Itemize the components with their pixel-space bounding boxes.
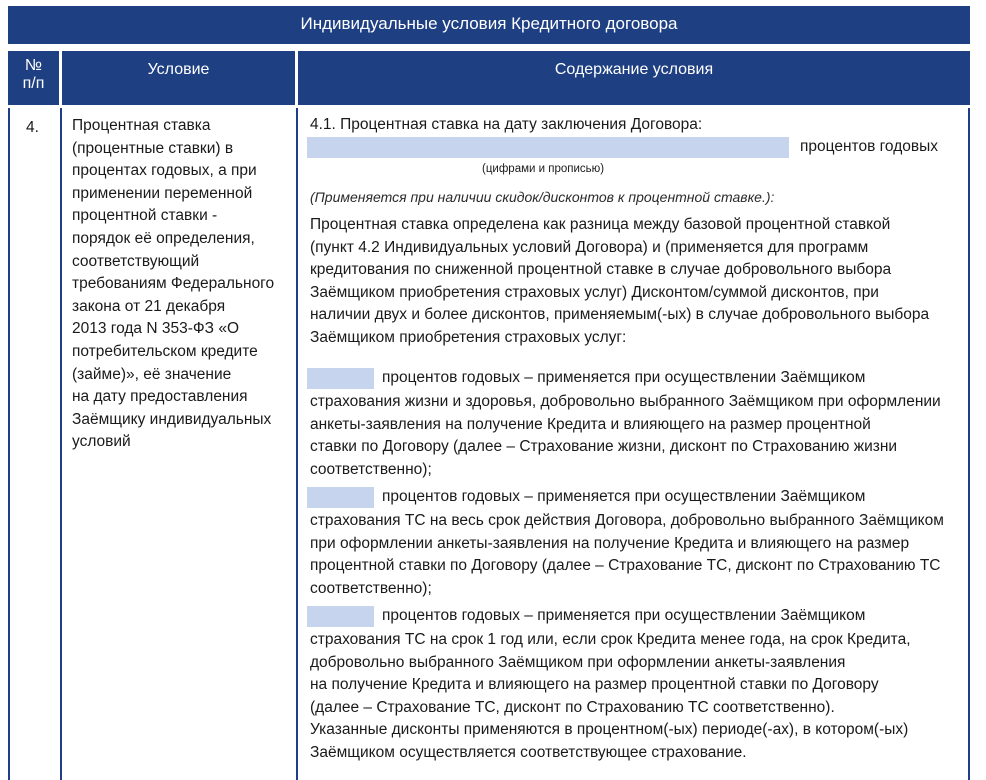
condition-line: Процентная ставка [72,117,211,134]
discount-vehicle-year-input[interactable] [307,606,374,627]
discount-line: ставки по Договору (далее – Страхование жизни, дисконт по Страхованию жизни [310,438,898,456]
condition-line: Заёмщику индивидуальных [72,410,272,428]
column-divider [968,108,970,780]
condition-line: процентах годовых, а при [72,162,257,180]
rate-hint: (цифрами и прописью) [482,163,605,175]
column-divider [8,108,10,780]
discount-vehicle-full-input[interactable] [307,487,374,508]
condition-line: порядок её определения, [72,229,255,247]
condition-line: потребительском кредите [72,342,258,360]
discount-line: страхования жизни и здоровья, добровольно выбранного Заёмщиком при оформлении [310,393,941,410]
header-condition: Условие [62,51,295,105]
discount-line: (далее – Страхование ТС, дисконт по Страхованию ТС соответственно). [310,698,835,716]
discount-vehicle-full-first-line: процентов годовых – применяется при осуществлении Заёмщиком [382,488,866,505]
discount-line: процентной ставки по Договору (далее – Страхование ТС, дисконт по Страхованию ТС [310,557,941,575]
discount-life-input[interactable] [307,368,374,389]
intro-line: Заёмщиком приобретения страховых услуг: [310,328,627,346]
condition-line: 2013 года N 353-ФЗ «О [72,320,240,338]
header-number-line2: п/п [22,75,45,92]
intro-line: (пункт 4.2 Индивидуальных условий Договора) и (применяется для программ [310,238,869,256]
discount-line: соответственно); [310,579,432,597]
header-number [8,51,59,105]
item-title: 4.1. Процентная ставка на дату заключения Договора: [310,116,703,133]
discount-vehicle-year-first-line: процентов годовых – применяется при осуществлении Заёмщиком [382,607,866,624]
table-title: Индивидуальные условия Кредитного договора [8,6,970,44]
discount-line: страхования ТС на срок 1 год или, если срок Кредита менее года, на срок Кредита, [310,631,911,648]
column-divider [296,108,298,780]
condition-line: (займе)», её значение [72,365,232,383]
condition-line: применении переменной [72,184,253,202]
condition-line: соответствующий [72,252,200,270]
header-content: Содержание условия [298,51,970,105]
discount-life-paragraph [310,391,941,481]
discount-line: на получение Кредита и влияющего на размер процентной ставки по Договору [310,676,879,694]
row-number: 4. [26,119,39,136]
discount-line: соответственно); [310,460,432,478]
condition-line: закона от 21 декабря [72,297,226,315]
intro-paragraph [310,214,929,350]
condition-text [72,115,274,454]
condition-line: процентной ставки - [72,207,218,225]
discount-line: анкеты-заявления на получение Кредита и влияющего на размер процентной [310,415,871,433]
condition-line: (процентные ставки) в [72,139,234,157]
header-number-line1: № [24,57,43,74]
discount-vehicle-full-paragraph [310,510,944,600]
intro-line: наличии двух и более дисконтов, применяемым(-ых) в случае добровольного выбора [310,306,930,324]
discount-life-first-line: процентов годовых – применяется при осуществлении Заёмщиком [382,369,866,386]
discount-line: добровольно выбранного Заёмщиком при оформлении анкеты-заявления [310,653,846,671]
discount-line: страхования ТС на весь срок действия Договора, добровольно выбранного Заёмщиком [310,512,944,529]
intro-line: Заёмщиком приобретения страховых услуг) Дисконтом/суммой дисконтов, при [310,283,879,301]
column-divider [60,108,62,780]
discount-vehicle-year-paragraph [310,629,911,765]
rate-input-field[interactable] [307,137,789,158]
condition-line: условий [72,433,131,451]
condition-line: требованиям Федерального [72,275,275,293]
intro-line: Процентная ставка определена как разница между базовой процентной ставкой [310,216,891,233]
italic-note: (Применяется при наличии скидок/дисконтов к процентной ставке.): [310,189,775,205]
intro-line: кредитования по сниженной процентной ставке в случае добровольного выбора [310,261,892,279]
rate-suffix: процентов годовых [800,138,938,155]
discount-line: Заёмщиком осуществляется соответствующее страхование. [310,743,747,761]
discount-line: при оформлении анкеты-заявления на получение Кредита и влияющего на размер [310,534,910,552]
condition-line: на дату предоставления [72,388,248,406]
discount-line: Указанные дисконты применяются в процентном(-ых) периоде(-ах), в котором(-ых) [310,721,909,739]
